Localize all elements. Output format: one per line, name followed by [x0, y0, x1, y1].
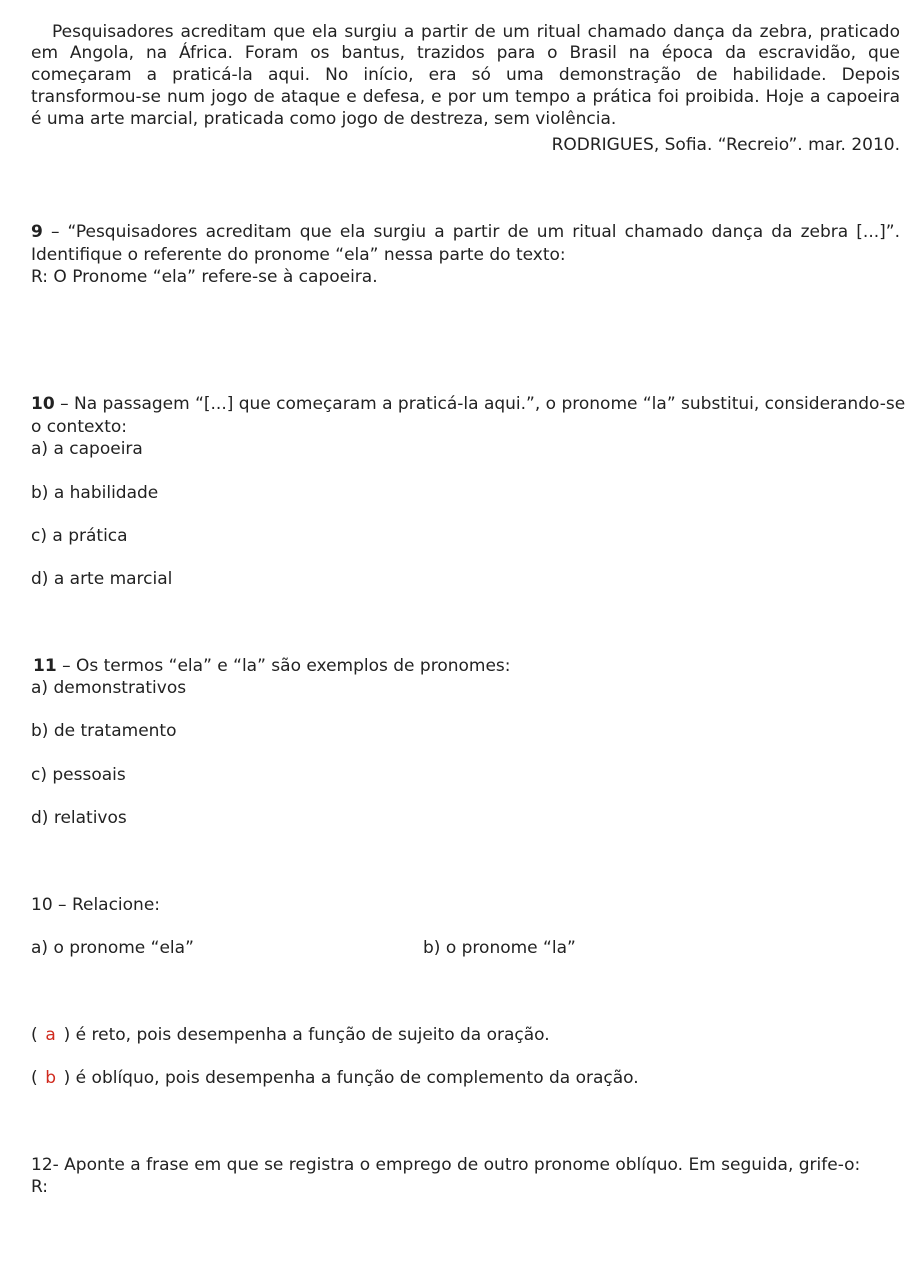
relate-item-2-open: ( [31, 1068, 38, 1088]
q10-option-b: b) a habilidade [31, 483, 159, 503]
relate-item-1-text: ) é reto, pois desempenha a função de sujeito da oração. [63, 1025, 550, 1045]
relate-title: 10 – Relacione: [31, 895, 161, 915]
q12-answer-label: R: [31, 1177, 49, 1197]
relate-item-2-text: ) é oblíquo, pois desempenha a função de complemento da oração. [63, 1068, 639, 1088]
q11-option-d: d) relativos [31, 808, 127, 828]
q12-prompt: 12- Aponte a frase em que se registra o emprego de outro pronome oblíquo. Em seguida, grife-o: [31, 1155, 861, 1175]
q10-option-d: d) a arte marcial [31, 569, 173, 589]
relate-item-1-open: ( [31, 1025, 38, 1045]
q9-number: 9 [31, 222, 43, 242]
q9-answer: R: O Pronome “ela” refere-se à capoeira. [31, 267, 378, 287]
passage-line-2: em Angola, na África. Foram os bantus, trazidos para o Brasil na época da escravidão, que [31, 43, 900, 63]
q9-prompt-text: – “Pesquisadores acreditam que ela surgiu a partir de um ritual chamado dança da zebra [...]”. [42, 222, 900, 242]
passage-line-1: Pesquisadores acreditam que ela surgiu a partir de um ritual chamado dança da zebra, praticado [52, 22, 900, 42]
q10-option-a: a) a capoeira [31, 439, 143, 459]
q11-number: 11 [33, 656, 57, 676]
q11-prompt-text: – Os termos “ela” e “la” são exemplos de pronomes: [56, 656, 511, 676]
q9-prompt-line2: Identifique o referente do pronome “ela” nessa parte do texto: [31, 245, 566, 265]
passage-line-4: transformou-se num jogo de ataque e defesa, e por um tempo a prática foi proibida. Hoje a capoeira [31, 87, 900, 107]
relate-col-a: a) o pronome “ela” [31, 938, 194, 958]
q10-prompt-text: – Na passagem “[...] que começaram a praticá-la aqui.”, o pronome “la” substitui, considerando-se [54, 394, 906, 414]
passage-source: RODRIGUES, Sofia. “Recreio”. mar. 2010. [551, 135, 900, 155]
q11-option-b: b) de tratamento [31, 721, 177, 741]
relate-item-2 [31, 1068, 639, 1089]
q11-option-c: c) pessoais [31, 765, 126, 785]
relate-col-b: b) o pronome “la” [423, 938, 576, 958]
passage-line-3: começaram a praticá-la aqui. No início, era só uma demonstração de habilidade. Depois [31, 65, 900, 85]
relate-item-1-mark: a [45, 1025, 56, 1045]
relate-item-1 [31, 1025, 550, 1046]
passage-line-5: é uma arte marcial, praticada como jogo de destreza, sem violência. [31, 109, 617, 129]
q11-prompt [33, 656, 511, 677]
relate-item-2-mark: b [45, 1068, 57, 1088]
q10-option-c: c) a prática [31, 526, 128, 546]
q9-prompt [31, 222, 900, 243]
q10-prompt [31, 394, 906, 415]
q11-option-a: a) demonstrativos [31, 678, 187, 698]
q10-number: 10 [31, 394, 55, 414]
q10-prompt-line2: o contexto: [31, 417, 128, 437]
